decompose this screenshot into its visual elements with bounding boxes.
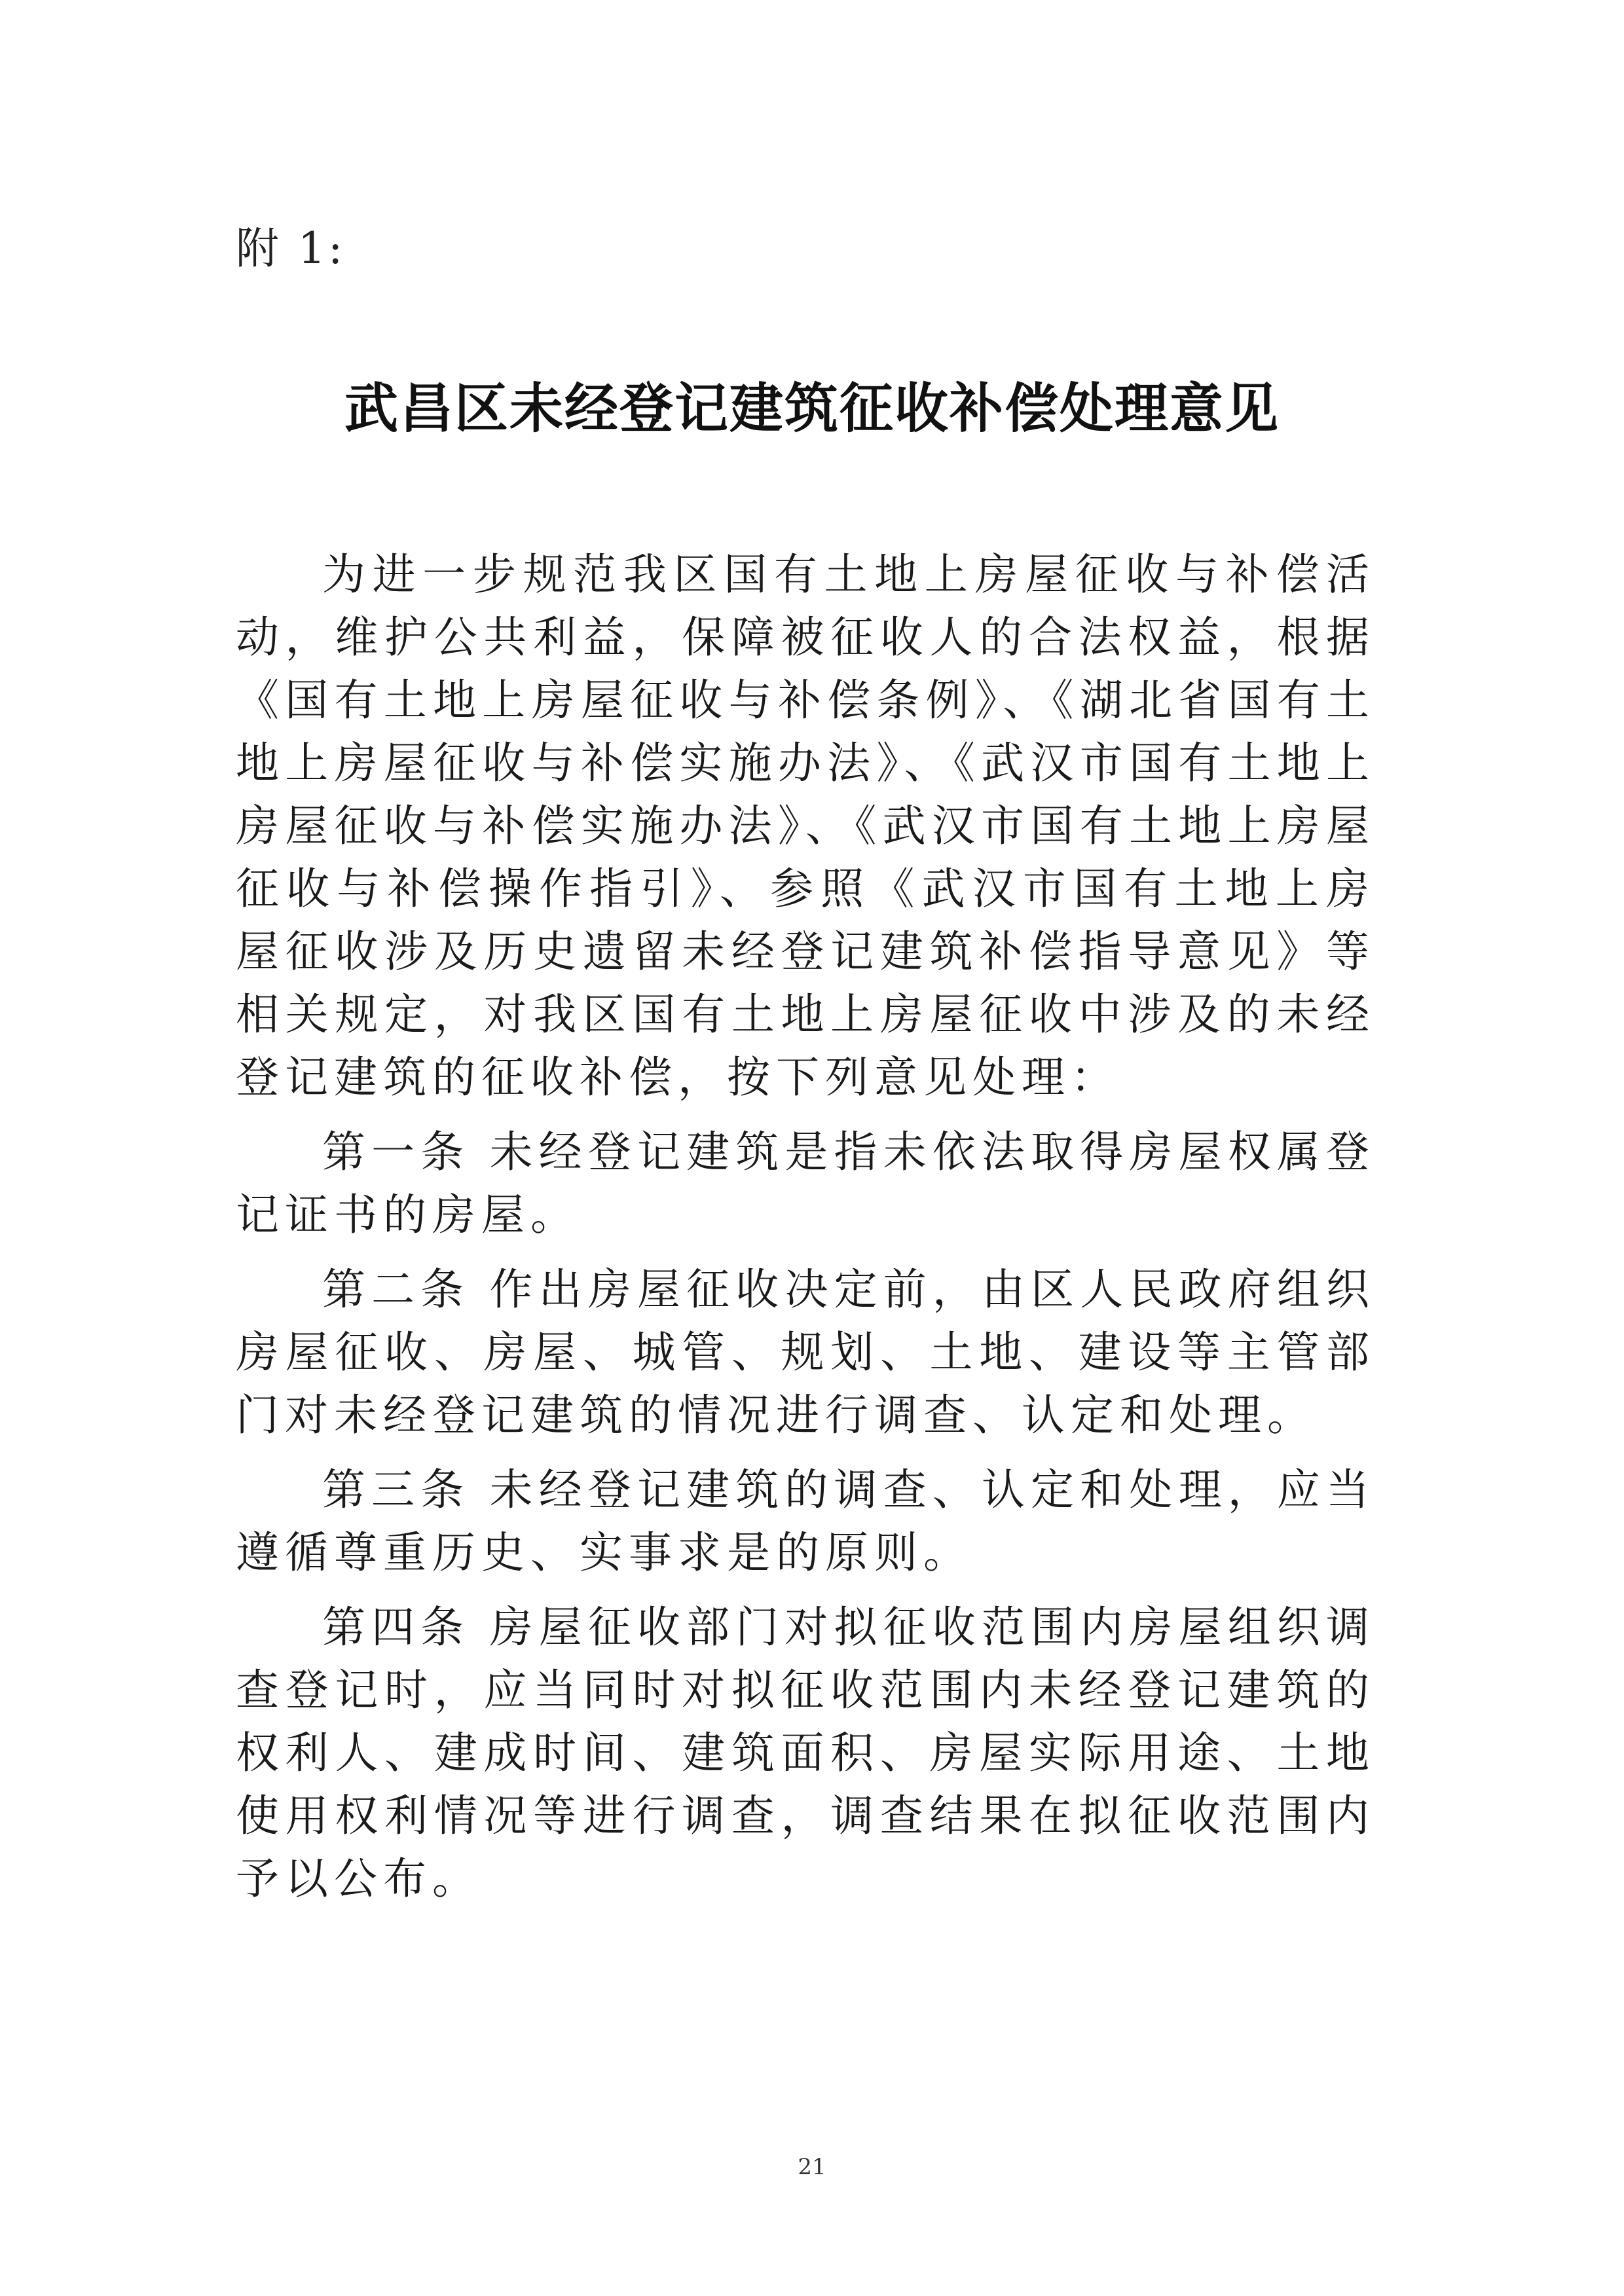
attachment-label: 附 1: [236,223,346,274]
article-1-paragraph: 第一条 未经登记建筑是指未依法取得房屋权属登记证书的房屋。 [236,1127,1375,1240]
article-3-paragraph: 第三条 未经登记建筑的调查、认定和处理，应当遵循尊重历史、实事求是的原则。 [236,1465,1375,1578]
preamble-paragraph: 为进一步规范我区国有土地上房屋征收与补偿活动，维护公共利益，保障被征收人的合法权益，根据《国有土地上房屋征收与补偿条例》、《湖北省国有土地上房屋征收与补偿实施办法》、《武汉市国有土地上房屋征收与补偿实施办法》、《武汉市国有土地上房屋征收与补偿操作指引》、参照《武汉市国有土地上房屋征收涉及历史遗留未经登记建筑补偿指导意见》等相关规定，对我区国有土地上房屋征收中涉及的未经登记建筑的征收补偿，按下列意见处理： [236,549,1375,1102]
document-body [236,543,1375,1922]
article-4-paragraph: 第四条 房屋征收部门对拟征收范围内房屋组织调查登记时，应当同时对拟征收范围内未经登记建筑的权利人、建成时间、建筑面积、房屋实际用途、土地使用权利情况等进行调查，调查结果在拟征收范围内予以公布。 [236,1602,1375,1904]
document-title: 武昌区未经登记建筑征收补偿处理意见 [344,378,1280,440]
article-2-paragraph: 第二条 作出房屋征收决定前，由区人民政府组织房屋征收、房屋、城管、规划、土地、建设等主管部门对未经登记建筑的情况进行调查、认定和处理。 [236,1264,1375,1440]
page-number: 21 [798,2154,826,2180]
